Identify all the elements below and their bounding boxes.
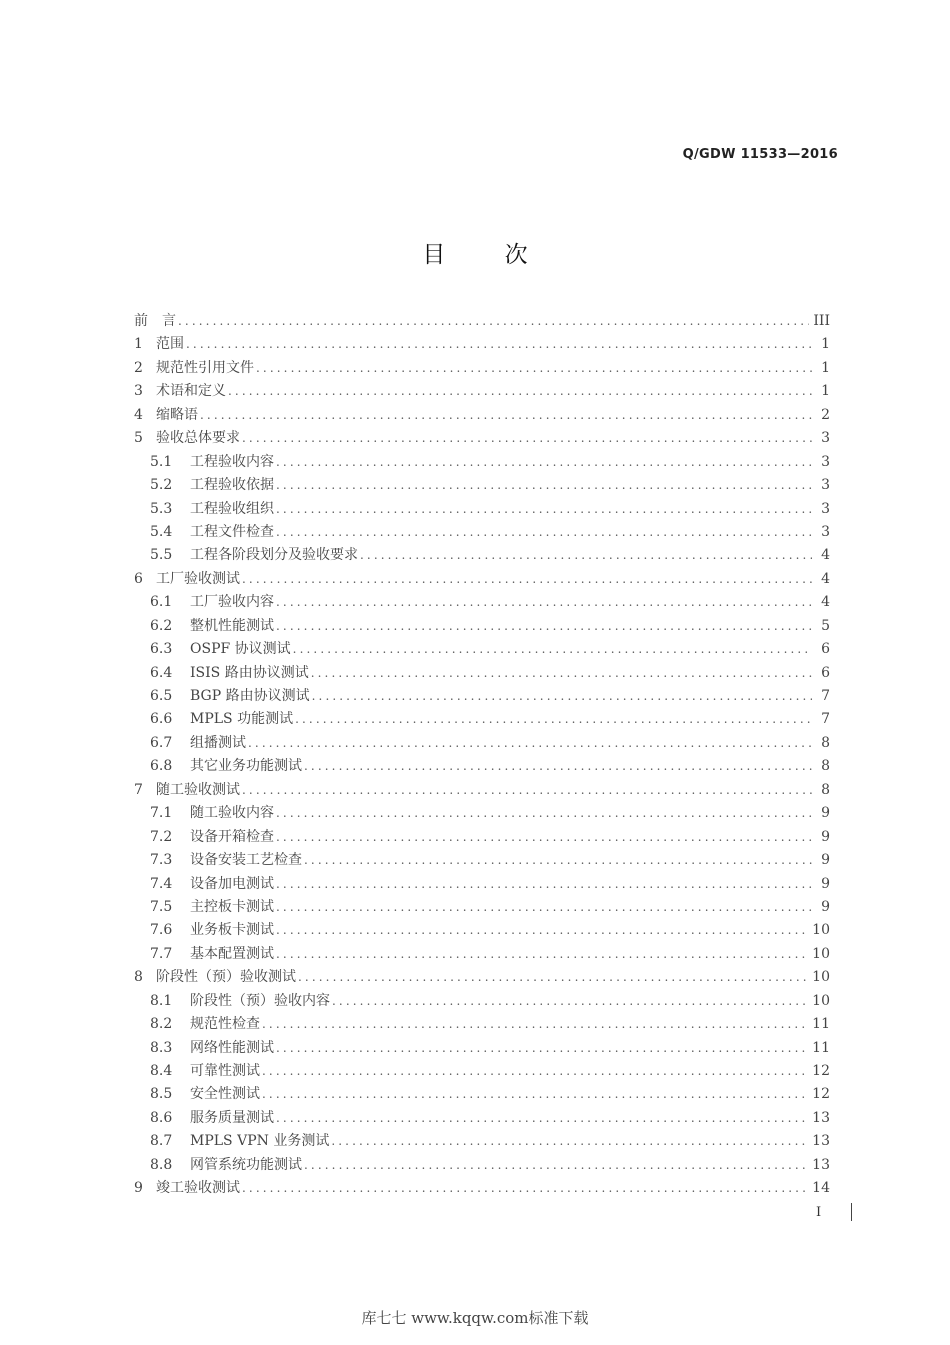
- toc-entry-page: 10: [812, 969, 830, 986]
- leader-dots: [276, 806, 812, 820]
- leader-dots: [298, 970, 808, 984]
- toc-entry[interactable]: [134, 943, 830, 966]
- toc-entry-label: 网管系统功能测试: [190, 1156, 302, 1173]
- leader-dots: [242, 783, 812, 797]
- toc-entry-number: 1: [134, 336, 143, 353]
- toc-entry-label: 随工验收内容: [190, 805, 274, 822]
- toc-entry-number: 5: [134, 430, 143, 447]
- toc-entry-label: 业务板卡测试: [190, 922, 274, 939]
- leader-dots: [186, 337, 812, 351]
- toc-entry-page: 4: [821, 547, 830, 564]
- toc-entry[interactable]: [134, 873, 830, 896]
- toc-entry-number: 8.4: [150, 1063, 173, 1079]
- toc-entry[interactable]: [134, 755, 830, 778]
- toc-entry-page: 1: [821, 336, 830, 353]
- toc-entry-number: 9: [134, 1180, 143, 1197]
- leader-dots: [262, 1064, 808, 1078]
- toc-entry-label: 阶段性（预）验收测试: [156, 969, 296, 986]
- toc-entry[interactable]: [134, 474, 830, 497]
- toc-entry-page: 3: [821, 453, 830, 470]
- toc-entry[interactable]: [134, 1013, 830, 1036]
- leader-dots: [295, 712, 812, 726]
- toc-entry-label: 随工验收测试: [156, 781, 240, 798]
- toc-entry-page: 9: [821, 828, 830, 845]
- leader-dots: [331, 1134, 808, 1148]
- toc-entry-number: 2: [134, 359, 143, 376]
- toc-entry-number: 6: [134, 570, 143, 587]
- toc-entry-number: 8.1: [150, 992, 173, 1009]
- toc-entry-label: 验收总体要求: [156, 430, 240, 447]
- leader-dots: [276, 619, 812, 633]
- toc-entry-number: 8.6: [150, 1109, 173, 1126]
- toc-entry-page: 1: [821, 383, 830, 400]
- toc-entry-number: 6.3: [150, 641, 173, 658]
- leader-dots: [178, 314, 809, 328]
- toc-entry[interactable]: [134, 544, 830, 567]
- toc-entry-page: 10: [812, 945, 830, 962]
- toc-entry-page: 9: [821, 875, 830, 892]
- toc-entry-page: 13: [812, 1109, 830, 1126]
- toc-entry-page: 3: [821, 523, 830, 540]
- leader-dots: [276, 595, 812, 609]
- toc-entry-page: 11: [812, 1039, 830, 1056]
- toc-entry-number: 8: [134, 969, 143, 986]
- toc-entry-number: 7.4: [150, 875, 173, 892]
- toc-entry[interactable]: [134, 1130, 830, 1153]
- toc-entry-label: 设备安装工艺检查: [190, 852, 302, 869]
- leader-dots: [276, 947, 808, 961]
- toc-entry-label: 工程验收内容: [190, 453, 274, 470]
- toc-entry-page: 13: [812, 1133, 830, 1150]
- toc-entry[interactable]: [134, 708, 830, 731]
- toc-entry-label: 工厂验收测试: [156, 570, 240, 587]
- toc-entry-page: 3: [821, 430, 830, 447]
- toc-entry-page: 12: [812, 1063, 830, 1079]
- leader-dots: [276, 830, 812, 844]
- toc-entry-number: 7.2: [150, 828, 173, 845]
- leader-dots: [332, 994, 808, 1008]
- page-edge-line: [851, 1203, 852, 1221]
- toc-entry[interactable]: [134, 802, 830, 825]
- toc-entry-number: 8.2: [150, 1016, 173, 1033]
- toc-entry-page: 3: [821, 477, 830, 494]
- toc-entry-label: 服务质量测试: [190, 1109, 274, 1126]
- leader-dots: [262, 1017, 808, 1031]
- toc-entry-label: BGP 路由协议测试: [190, 688, 310, 704]
- toc-entry-page: 7: [821, 711, 830, 728]
- toc-entry-label: 工厂验收内容: [190, 594, 274, 611]
- toc-entry[interactable]: [134, 591, 830, 614]
- leader-dots: [276, 478, 812, 492]
- leader-dots: [242, 572, 812, 586]
- toc-entry-number: 5.2: [150, 477, 173, 494]
- toc-entry-label: 规范性检查: [190, 1016, 260, 1033]
- toc-entry-number: 7.7: [150, 945, 173, 962]
- toc-entry[interactable]: [134, 1083, 830, 1106]
- toc-entry-number: 7.6: [150, 922, 173, 939]
- leader-dots: [242, 1181, 808, 1195]
- toc-entry[interactable]: [134, 779, 830, 802]
- leader-dots: [312, 689, 812, 703]
- toc-entry[interactable]: [134, 404, 830, 427]
- toc-entry-number: 7.5: [150, 898, 173, 915]
- leader-dots: [248, 736, 812, 750]
- toc-entry-number: 8.8: [150, 1156, 173, 1173]
- page-title: [0, 236, 950, 269]
- toc-entry-number: 7: [134, 781, 143, 798]
- toc-entry-label: 设备开箱检查: [190, 828, 274, 845]
- leader-dots: [293, 642, 812, 656]
- leader-dots: [276, 502, 812, 516]
- toc-entry-page: 9: [821, 898, 830, 915]
- toc-entry-page: 2: [821, 406, 830, 423]
- toc-entry-label: 组播测试: [190, 734, 246, 751]
- toc-entry[interactable]: [134, 1177, 830, 1200]
- leader-dots: [242, 431, 812, 445]
- leader-dots: [304, 853, 812, 867]
- toc-entry-label: 术语和定义: [156, 383, 226, 400]
- toc-entry-page: 9: [821, 805, 830, 822]
- toc-entry-page: 13: [812, 1156, 830, 1173]
- toc-entry-label: OSPF 协议测试: [190, 641, 291, 658]
- toc-entry-number: 7.3: [150, 852, 173, 869]
- toc-entry-page: 9: [821, 852, 830, 869]
- toc-entry[interactable]: [134, 568, 830, 591]
- toc-entry-label: 网络性能测试: [190, 1039, 274, 1056]
- toc-entry-page: 4: [821, 570, 830, 587]
- toc-entry-number: 6.2: [150, 617, 173, 634]
- toc-entry-label: 设备加电测试: [190, 875, 274, 892]
- toc-entry[interactable]: [134, 990, 830, 1013]
- leader-dots: [256, 361, 812, 375]
- toc-entry[interactable]: [134, 333, 830, 356]
- toc-entry-label: 工程验收组织: [190, 500, 274, 517]
- title-char-1: 目: [422, 242, 446, 268]
- toc-entry[interactable]: [134, 1060, 830, 1083]
- toc-entry-number: 4: [134, 406, 143, 423]
- toc-entry-page: 4: [821, 594, 830, 611]
- toc-entry[interactable]: [134, 1107, 830, 1130]
- toc-entry-page: 7: [821, 688, 830, 704]
- toc-entry-number: 5.1: [150, 453, 173, 470]
- toc-entry-number: 6.7: [150, 734, 173, 751]
- leader-dots: [228, 384, 812, 398]
- toc-entry-label: 范围: [156, 336, 184, 353]
- toc-entry[interactable]: [134, 732, 830, 755]
- standard-code: Q/GDW 11533—2016: [682, 147, 838, 162]
- toc-entry-page: 11: [812, 1016, 830, 1033]
- leader-dots: [276, 877, 812, 891]
- toc-entry-label: 可靠性测试: [190, 1063, 260, 1079]
- toc-entry[interactable]: [134, 638, 830, 661]
- toc-entry[interactable]: [134, 357, 830, 380]
- leader-dots: [311, 666, 812, 680]
- toc-entry[interactable]: [134, 896, 830, 919]
- toc-entry[interactable]: [134, 1037, 830, 1060]
- toc-entry-label: 竣工验收测试: [156, 1180, 240, 1197]
- leader-dots: [304, 1158, 808, 1172]
- toc-entry[interactable]: [134, 662, 830, 685]
- toc-entry-page: 8: [821, 781, 830, 798]
- toc-entry-label: 阶段性（预）验收内容: [190, 992, 330, 1009]
- toc-entry-page: 8: [821, 734, 830, 751]
- leader-dots: [304, 759, 812, 773]
- toc-entry-number: 5.5: [150, 547, 173, 564]
- toc-entry[interactable]: [134, 849, 830, 872]
- toc-entry-page: 10: [812, 992, 830, 1009]
- toc-entry-number: 8.7: [150, 1133, 173, 1150]
- toc-entry-number: 5.4: [150, 523, 173, 540]
- toc-entry-label: 其它业务功能测试: [190, 758, 302, 775]
- toc-entry-label: MPLS VPN 业务测试: [190, 1133, 330, 1150]
- toc-entry-label: 工程各阶段划分及验收要求: [190, 547, 358, 564]
- leader-dots: [262, 1087, 808, 1101]
- toc-entry-number: 3: [134, 383, 143, 400]
- toc-entry-page: 14: [812, 1180, 830, 1197]
- toc-entry-number: 6.4: [150, 664, 173, 681]
- toc-entry[interactable]: [134, 1154, 830, 1177]
- toc-entry[interactable]: [134, 919, 830, 942]
- toc-entry[interactable]: [134, 966, 830, 989]
- toc-entry-number: 8.5: [150, 1086, 173, 1103]
- toc-entry[interactable]: [134, 826, 830, 849]
- toc-entry-number: 5.3: [150, 500, 173, 517]
- toc-entry-page: 3: [821, 500, 830, 517]
- toc-entry-page: 5: [821, 617, 830, 634]
- toc-entry-label: 缩略语: [156, 406, 198, 423]
- toc-entry[interactable]: [134, 521, 830, 544]
- toc-entry-page: 6: [821, 641, 830, 658]
- toc-entry[interactable]: [134, 498, 830, 521]
- leader-dots: [276, 900, 812, 914]
- toc-entry-number: 6.5: [150, 688, 173, 704]
- toc-entry-label: 安全性测试: [190, 1086, 260, 1103]
- toc-entry-number: 8.3: [150, 1039, 173, 1056]
- toc-entry-label: ISIS 路由协议测试: [190, 664, 309, 681]
- leader-dots: [276, 455, 812, 469]
- page-number: I: [816, 1205, 822, 1220]
- leader-dots: [200, 408, 812, 422]
- toc-entry-number: 6.1: [150, 594, 173, 611]
- toc-entry-label: 主控板卡测试: [190, 898, 274, 915]
- toc-entry-number: 前 言: [134, 313, 176, 329]
- title-char-2: 次: [504, 242, 528, 268]
- toc-entry-page: 1: [821, 359, 830, 376]
- toc-entry[interactable]: [134, 427, 830, 450]
- toc-entry[interactable]: [134, 615, 830, 638]
- toc-entry-label: 基本配置测试: [190, 945, 274, 962]
- toc-entry-page: 10: [812, 922, 830, 939]
- toc-entry-page: 12: [812, 1086, 830, 1103]
- toc-entry[interactable]: [134, 380, 830, 403]
- table-of-contents: [134, 310, 830, 1201]
- leader-dots: [276, 1041, 808, 1055]
- leader-dots: [276, 525, 812, 539]
- toc-entry[interactable]: [134, 685, 830, 708]
- leader-dots: [360, 548, 812, 562]
- toc-entry-label: 工程验收依据: [190, 477, 274, 494]
- toc-entry-label: 整机性能测试: [190, 617, 274, 634]
- toc-entry[interactable]: [134, 310, 830, 333]
- leader-dots: [276, 923, 808, 937]
- toc-entry-number: 7.1: [150, 805, 173, 822]
- toc-entry-page: 8: [821, 758, 830, 775]
- toc-entry-label: 规范性引用文件: [156, 359, 254, 376]
- toc-entry-page: III: [813, 313, 830, 329]
- leader-dots: [276, 1111, 808, 1125]
- toc-entry-label: MPLS 功能测试: [190, 711, 294, 728]
- toc-entry-page: 6: [821, 664, 830, 681]
- toc-entry-number: 6.8: [150, 758, 173, 775]
- toc-entry[interactable]: [134, 451, 830, 474]
- toc-entry-label: 工程文件检查: [190, 523, 274, 540]
- toc-entry-number: 6.6: [150, 711, 173, 728]
- watermark: 库七七 www.kqqw.com标准下载: [361, 1309, 589, 1327]
